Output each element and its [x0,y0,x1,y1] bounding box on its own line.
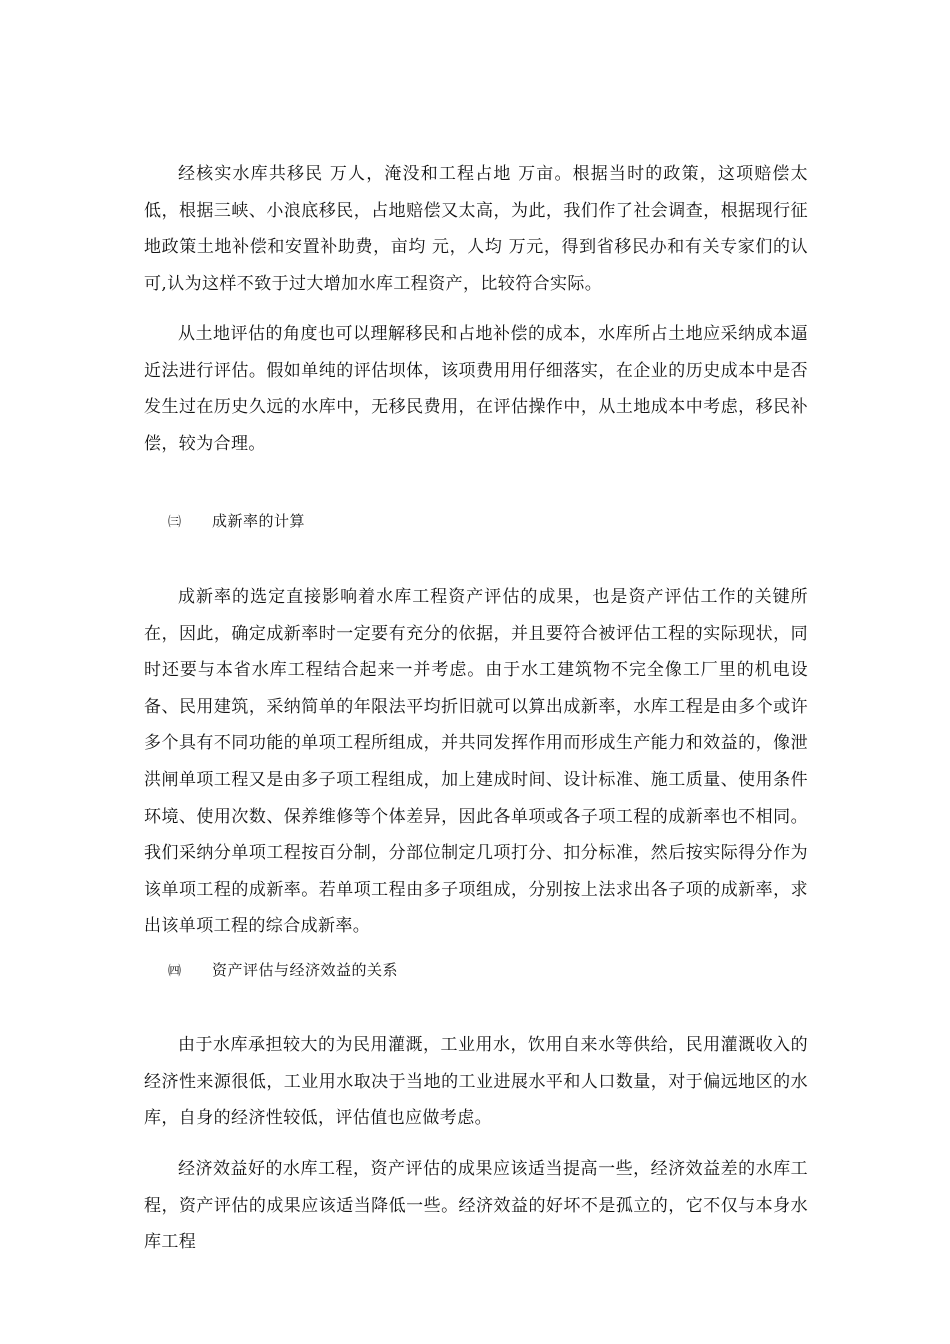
paragraph-water-supply-income: 由于水库承担较大的为民用灌溉，工业用水，饮用自来水等供给，民用灌溉收入的经济性来源很低，工业用水取决于当地的工业进展水平和人口数量，对于偏远地区的水库，自身的经济性较低，评估值也应做考虑。 [144,1035,808,1129]
section-heading-economic-benefit [168,959,398,983]
section-number: ㈣ [168,964,182,979]
section-title: 资产评估与经济效益的关系 [212,961,399,979]
paragraph-economic-benefit: 经济效益好的水库工程，资产评估的成果应该适当提高一些，经济效益差的水库工程，资产评估的成果应该适当降低一些。经济效益的好坏不是孤立的，它不仅与本身水库工程 [144,1159,808,1253]
paragraph-land-valuation: 从土地评估的角度也可以理解移民和占地补偿的成本，水库所占土地应采纳成本逼近法进行评估。假如单纯的评估坝体，该项费用用仔细落实，在企业的历史成本中是否发生过在历史久远的水库中，无移民费用，在评估操作中，从土地成本中考虑，移民补偿，较为合理。 [144,324,808,454]
paragraph-depreciation-rate: 成新率的选定直接影响着水库工程资产评估的成果，也是资产评估工作的关键所在，因此，确定成新率时一定要有充分的依据，并且要符合被评估工程的实际现状，同时还要与本省水库工程结合起来一并考虑。由于水工建筑物不完全像工厂里的机电设备、民用建筑，采纳简单的年限法平均折旧就可以算出成新率，水库工程是由多个或许多个具有不同功能的单项工程所组成，并共同发挥作用而形成生产能力和效益的，像泄洪闸单项工程又是由多子项工程组成，加上建成时间、设计标准、施工质量、使用条件环境、使用次数、保养维修等个体差异，因此各单项或各子项工程的成新率也不相同。我们采纳分单项工程按百分制，分部位制定几项打分、扣分标准，然后按实际得分作为该单项工程的成新率。若单项工程由多子项组成，分别按上法求出各子项的成新率，求出该单项工程的综合成新率。 [144,587,808,937]
section-number: ㈢ [168,515,182,530]
paragraph-resettlement-compensation: 经核实水库共移民 万人，淹没和工程占地 万亩。根据当时的政策，这项赔偿太低，根据三峡、小浪底移民，占地赔偿又太高，为此，我们作了社会调查，根据现行征地政策土地补偿和安置补助费，亩均 元，人均 万元，得到省移民办和有关专家们的认可,认为这样不致于过大增加水库工程资产，比较符合实际。 [144,164,808,294]
section-title: 成新率的计算 [212,512,306,530]
section-heading-depreciation-rate [168,510,305,534]
